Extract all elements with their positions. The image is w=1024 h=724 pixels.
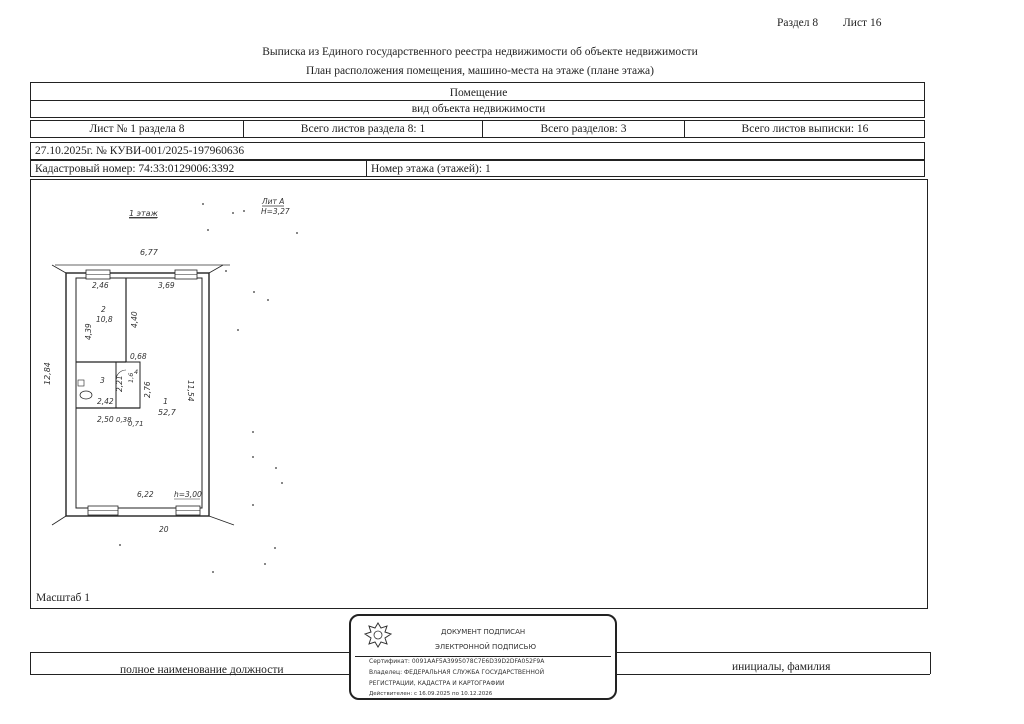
- small-room-area: 1,6: [127, 372, 135, 383]
- stamp-cert: Сертификат: 0091AAF5A3995078C7E6D39D2DFA052F9A: [369, 658, 545, 665]
- document-subtitle: План расположения помещения, машино-места на этаже (плане этажа): [306, 65, 654, 77]
- dim-left-height: 12,84: [43, 362, 52, 385]
- dim-bottom-width: 6,22: [137, 490, 154, 499]
- room1-number: 1: [163, 397, 169, 406]
- lit-label: Лит А: [262, 197, 285, 206]
- room2-area: 10,8: [96, 315, 113, 324]
- sheet-of-section: Лист № 1 раздела 8: [89, 123, 185, 135]
- floor-number: Номер этажа (этажей): 1: [371, 162, 491, 175]
- position-label: полное наименование должности: [120, 664, 284, 676]
- total-section-sheets: Всего листов раздела 8: 1: [300, 123, 426, 135]
- dim-242: 2,42: [97, 397, 114, 406]
- floor-label: 1 этаж: [129, 209, 158, 218]
- cadastral-number: Кадастровый номер: 74:33:0129006:3392: [35, 162, 235, 175]
- dim-top-width: 6,77: [140, 248, 158, 257]
- document-title: Выписка из Единого государственного реестра недвижимости об объекте недвижимости: [262, 46, 698, 58]
- dim-038: 0,38: [116, 416, 132, 424]
- total-sections: Всего разделов: 3: [540, 123, 627, 135]
- height-top-label: Н=3,27: [261, 207, 290, 216]
- stamp-valid: Действителен: с 16.09.2025 по 10.12.2026: [369, 691, 493, 697]
- dim-440: 4,40: [130, 311, 139, 328]
- toilet-fixture: [80, 391, 92, 399]
- dim-246: 2,46: [92, 281, 109, 290]
- stamp-owner1: Владелец: ФЕДЕРАЛЬНАЯ СЛУЖБА ГОСУДАРСТВЕННОЙ: [369, 669, 545, 676]
- room2-number: 2: [101, 305, 106, 314]
- total-extract-sheets: Всего листов выписки: 16: [741, 123, 869, 135]
- sheet-label: Лист 16: [843, 17, 882, 29]
- e-signature-stamp: [349, 614, 617, 700]
- scale-label: Масштаб 1: [36, 592, 91, 604]
- dim-071: 0,71: [128, 420, 144, 428]
- object-type-value: Помещение: [449, 87, 508, 99]
- section-label: Раздел 8: [777, 17, 819, 29]
- dim-250: 2,50: [97, 415, 114, 424]
- dim-221: 2,21: [115, 375, 124, 392]
- room3-number: 3: [100, 376, 105, 385]
- emblem-icon: [361, 620, 395, 650]
- date-number: 27.10.2025г. № КУВИ-001/2025-197960636: [35, 145, 245, 157]
- height-bottom: h=3,00: [174, 490, 202, 499]
- object-type-label: вид объекта недвижимости: [411, 103, 546, 115]
- sink-fixture: [78, 380, 84, 386]
- small-room-number: 4: [134, 368, 139, 376]
- dim-369: 3,69: [158, 281, 175, 290]
- bottom-label: 20: [159, 525, 169, 534]
- initials-label: инициалы, фамилия: [732, 661, 831, 673]
- dim-439: 4,39: [84, 323, 93, 340]
- dim-1154: 11,54: [186, 380, 195, 402]
- stamp-line1: ДОКУМЕНТ ПОДПИСАН: [441, 628, 526, 636]
- stamp-owner2: РЕГИСТРАЦИИ, КАДАСТРА И КАРТОГРАФИИ: [369, 680, 505, 687]
- outer-wall-inner: [76, 278, 202, 508]
- dim-068: 0,68: [130, 352, 147, 361]
- dim-276: 2,76: [143, 381, 152, 398]
- room1-area: 52,7: [158, 408, 176, 417]
- stamp-line2: ЭЛЕКТРОННОЙ ПОДПИСЬЮ: [435, 643, 537, 651]
